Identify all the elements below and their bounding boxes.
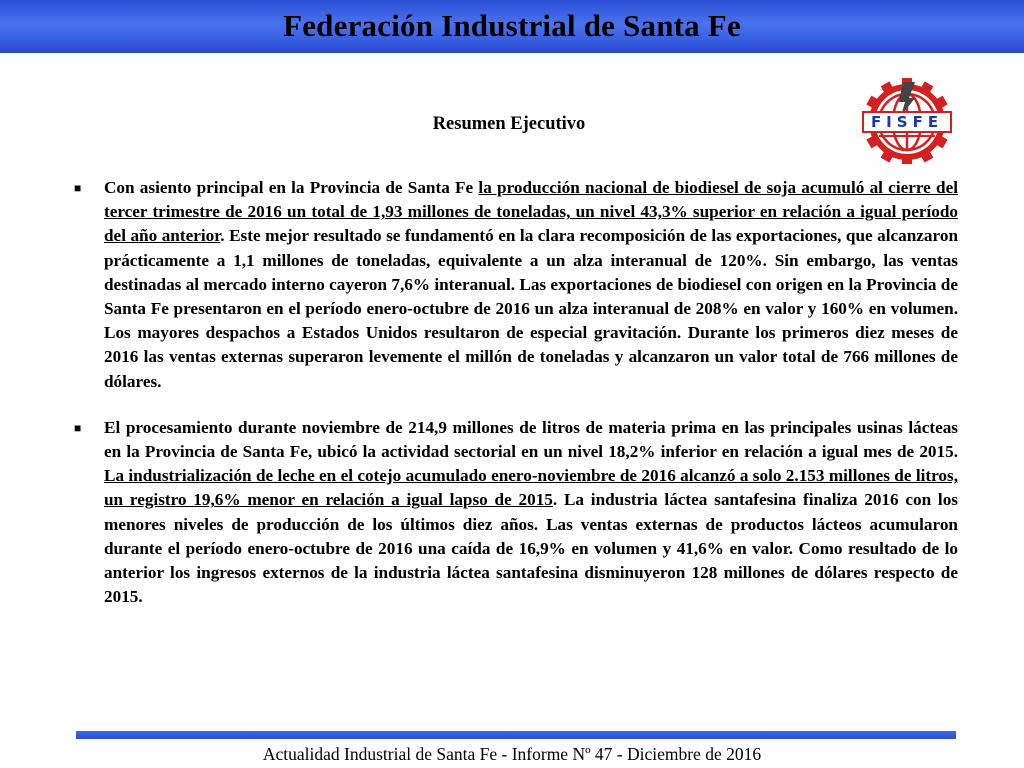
logo-text: FISFE — [870, 113, 944, 131]
square-bullet-icon: ■ — [74, 181, 82, 195]
text-segment: Con asiento principal en la Provincia de Santa Fe — [104, 178, 479, 197]
bullet-item-lacteos — [70, 416, 958, 610]
bullet-list — [70, 176, 958, 631]
bullet-text — [104, 418, 958, 606]
footer-divider — [76, 731, 956, 739]
fisfe-gear-logo-icon — [857, 76, 957, 164]
text-segment: . La industria láctea santafesina finaliza 2016 con los menores niveles de producción de los últimos diez años. Las ventas externas de productos lácteos acumularon durante el período enero-octubre de 2016 una caída de 16,9% en volumen y 41,6% en valor. Como resultado de lo anterior los ingresos externos de la industria láctea santafesina disminuyeron 128 millones de dólares respecto de 2015. — [104, 490, 958, 607]
page-title: Federación Industrial de Santa Fe — [283, 8, 741, 43]
underlined-text-segment: La industrialización de leche en el cotejo acumulado enero-noviembre de 2016 alcanzó a solo 2.153 millones de litros, un registro 19,6% menor en relación a igual lapso de 2015 — [104, 466, 958, 510]
bullet-item-biodiesel — [70, 176, 958, 394]
bullet-text — [104, 178, 958, 391]
underlined-text-segment: la producción nacional de biodiesel de soja acumuló al cierre del tercer trimestre de 2016 un total de 1,93 millones de toneladas, un nivel 43,3% superior en relación a igual período del año anterior — [104, 178, 959, 246]
section-title: Resumen Ejecutivo — [432, 114, 586, 134]
text-segment: El procesamiento durante noviembre de 214,9 millones de litros de materia prima en las principales usinas lácteas en la Provincia de Santa Fe, ubicó la actividad sectorial en un nivel 18,2% inferior en relación a igual mes de 2015. — [104, 417, 958, 462]
square-bullet-icon: ■ — [74, 420, 82, 435]
footer-text: Actualidad Industrial de Santa Fe - Informe Nº 47 - Diciembre de 2016 — [262, 744, 762, 764]
text-segment: . Este mejor resultado se fundamentó en la clara recomposición de las exportaciones, que alcanzaron prácticamente a 1,1 millones de toneladas, equivalente a un alza interanual de 120%. Sin embargo, las ventas destinadas al mercado interno cayeron 7,6% interanual. Las exportaciones de biodiesel con origen en la Provincia de Santa Fe presentaron en el período enero-octubre de 2016 un alza interanual de 208% en valor y 160% en volumen. Los mayores despachos a Estados Unidos resultaron de especial gravitación. Durante los primeros diez meses de 2016 las ventas externas superaron levemente el millón de toneladas y alcanzaron un valor total de 766 millones de dólares. — [104, 226, 958, 391]
